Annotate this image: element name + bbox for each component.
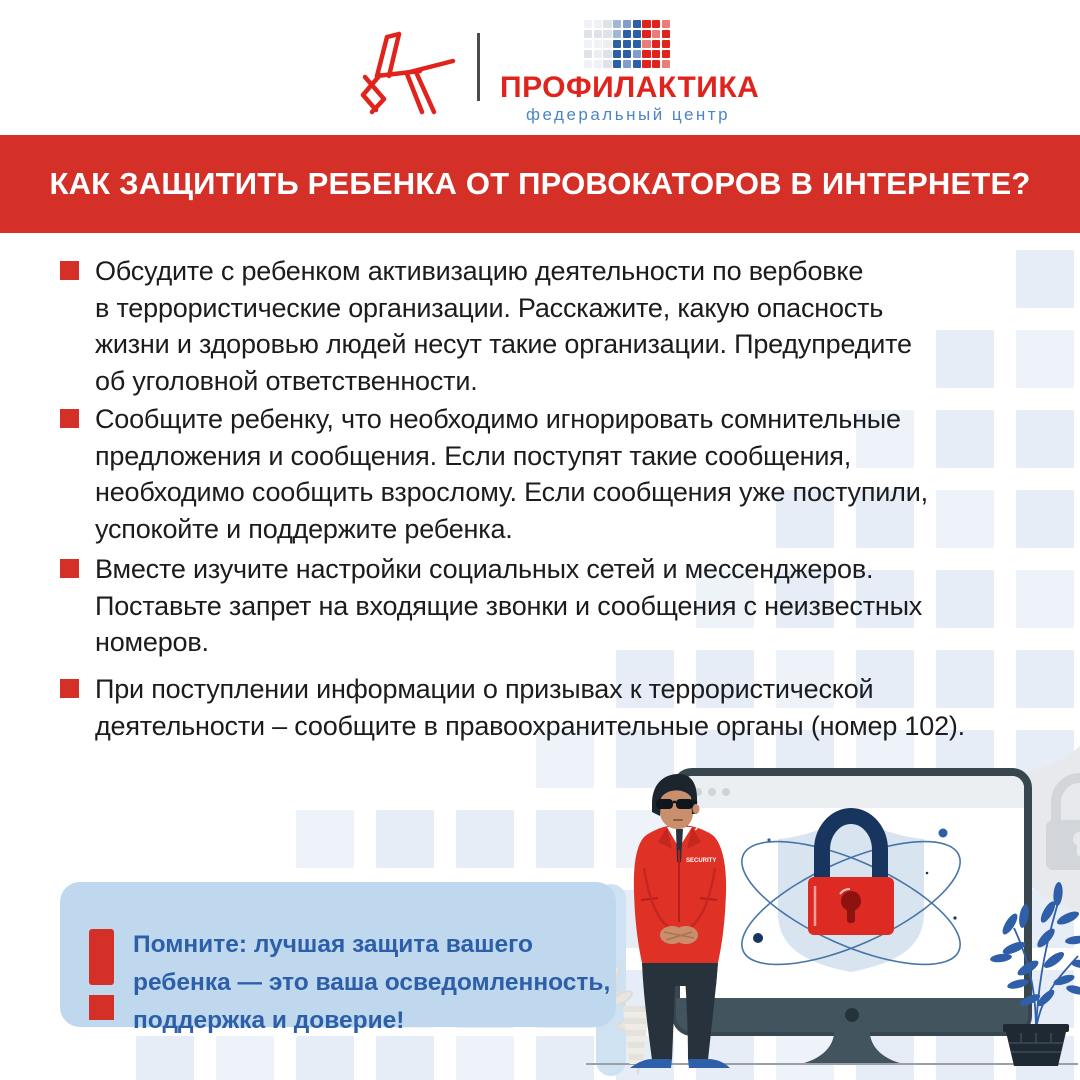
logo-grid-cell [652, 60, 660, 68]
logo-grid-cell [652, 20, 660, 28]
chair-line-icon [356, 20, 456, 116]
logo-grid-cell [642, 20, 650, 28]
logo-grid-cell [603, 40, 611, 48]
exclamation-dot [89, 995, 114, 1020]
pixel-square [1016, 490, 1074, 548]
logo-grid-cell [633, 60, 641, 68]
logo-grid-cell [594, 20, 602, 28]
bullet-text: Сообщите ребенку, что необходимо игнорировать сомнительные предложения и сообщения. Если поступят такие сообщения, необходимо сообщить взрослому. Если сообщения уже поступили, успокойте и поддержите ребенка. [95, 404, 928, 544]
callout-box [60, 882, 616, 1034]
bullet-text: Обсудите с ребенком активизацию деятельности по вербовке в террористические организации. Расскажите, какую опасность жизни и здоровью людей несут такие организации. Предупредите об уголовной ответственности. [95, 256, 912, 396]
brand-title: ПРОФИЛАКТИКА [500, 71, 760, 104]
pixel-square [536, 810, 594, 868]
logo-grid-cell [603, 50, 611, 58]
earpiece [696, 814, 701, 819]
title-banner [0, 135, 1080, 233]
bullet-square-icon [60, 559, 79, 578]
logo-grid-cell [642, 50, 650, 58]
bullet-item [60, 401, 1020, 547]
logo-grid-cell [652, 40, 660, 48]
logo-grid-cell [662, 50, 670, 58]
bullet-text: При поступлении информации о призывах к террористической деятельности – сообщите в правоохранительные органы (номер 102). [95, 674, 965, 741]
blue-plant-in-pot [988, 878, 1080, 1070]
bullet-text: Вместе изучите настройки социальных сетей и мессенджеров. Поставьте запрет на входящие звонки и сообщения с неизвестных номеров. [95, 554, 923, 657]
logo-grid-cell [603, 60, 611, 68]
pixel-square [1016, 250, 1074, 308]
pixel-square [376, 1036, 434, 1080]
pixel-square [536, 1036, 594, 1080]
logo-grid-cell [642, 60, 650, 68]
logo-grid-cell [623, 50, 631, 58]
shoe [630, 1059, 672, 1068]
logo-grid-cell [623, 60, 631, 68]
pixel-square [136, 1036, 194, 1080]
logo-grid-cell [642, 30, 650, 38]
logo-grid-cell [652, 30, 660, 38]
pixel-square [1016, 650, 1074, 708]
logo-grid-cell [594, 30, 602, 38]
pixel-square [1016, 330, 1074, 388]
bullet-square-icon [60, 679, 79, 698]
jacket-badge: SECURITY [686, 858, 717, 864]
logo-grid-cell [623, 30, 631, 38]
logo-grid-cell [623, 40, 631, 48]
pixel-square [296, 810, 354, 868]
header [0, 0, 1080, 135]
logo-grid-cell [652, 50, 660, 58]
bullet-square-icon [60, 261, 79, 280]
logo-grid-cell [662, 40, 670, 48]
logo-grid-cell [633, 50, 641, 58]
logo-grid-cell [584, 30, 592, 38]
logo-grid-cell [662, 20, 670, 28]
logo-divider [477, 33, 480, 101]
page-title: КАК ЗАЩИТИТЬ РЕБЕНКА ОТ ПРОВОКАТОРОВ В ИНТЕРНЕТЕ? [49, 166, 1031, 201]
exclamation-icon [89, 929, 114, 985]
logo-grid-cell [613, 20, 621, 28]
bullet-item [60, 551, 1020, 661]
logo-grid-cell [613, 60, 621, 68]
logo-grid-cell [633, 20, 641, 28]
logo-grid-cell [584, 20, 592, 28]
logo-grid-cell [603, 20, 611, 28]
logo-grid-cell [613, 50, 621, 58]
logo-grid-cell [594, 40, 602, 48]
security-guard-man [608, 772, 748, 1072]
logo-grid-cell [584, 40, 592, 48]
bullet-item [60, 253, 1020, 399]
brand-block [500, 18, 760, 124]
pixel-square [216, 1036, 274, 1080]
logo-grid-cell [662, 60, 670, 68]
plant-leaves [990, 882, 1080, 1009]
logo-grid-cell [594, 60, 602, 68]
brand-subtitle: федеральный центр [525, 105, 731, 124]
logo-grid-cell [623, 20, 631, 28]
logo-grid-cell [633, 40, 641, 48]
pixel-square [296, 1036, 354, 1080]
pixel-square [456, 1036, 514, 1080]
logo-grid-cell [603, 30, 611, 38]
pixel-flag-grid-icon [584, 20, 670, 68]
logo-grid-cell [642, 40, 650, 48]
pixel-square [376, 810, 434, 868]
callout-text: Помните: лучшая защита вашего ребенка — это ваша осведомленность, поддержка и доверие! [133, 931, 611, 1034]
pixel-square [1016, 410, 1074, 468]
logo-grid-cell [662, 30, 670, 38]
shoe [688, 1059, 730, 1068]
logo-grid-cell [633, 30, 641, 38]
logo-grid-cell [594, 50, 602, 58]
logo-grid-cell [584, 60, 592, 68]
pixel-square [456, 810, 514, 868]
logo-grid-cell [613, 30, 621, 38]
bullet-square-icon [60, 409, 79, 428]
pixel-square [1016, 570, 1074, 628]
logo-grid-cell [613, 40, 621, 48]
bullet-item [60, 671, 1020, 744]
logo-grid-cell [584, 50, 592, 58]
